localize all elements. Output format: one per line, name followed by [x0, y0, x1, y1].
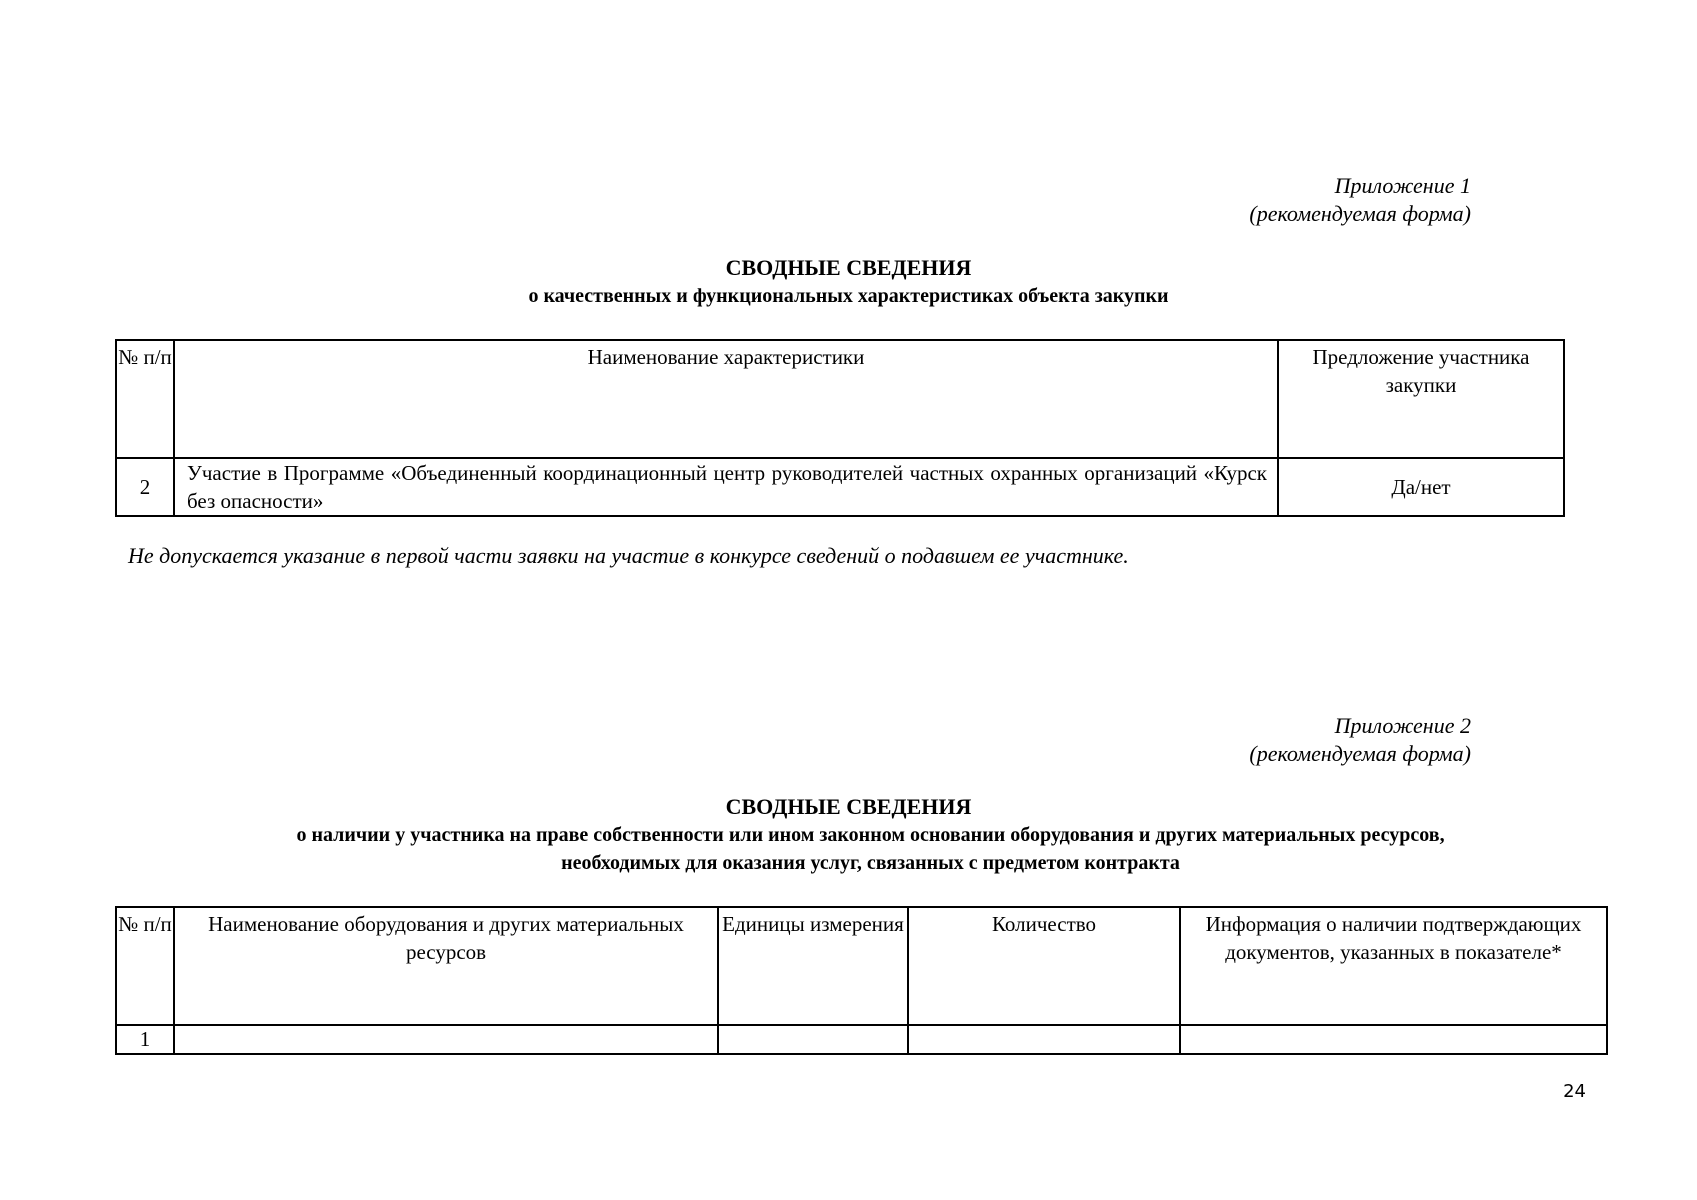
section-1-heading	[0, 254, 1697, 310]
row-number: 1	[116, 1025, 174, 1054]
characteristics-table	[115, 339, 1565, 517]
restriction-note: Не допускается указание в первой части заявки на участие в конкурсе сведений о подавшем ее участнике.	[128, 543, 1129, 568]
row-units	[718, 1025, 908, 1054]
table-row	[116, 1025, 1607, 1054]
header-documents-info: Информация о наличии подтверждающих документов, указанных в показателе*	[1180, 907, 1607, 1025]
section-2-subtitle-line-1: о наличии у участника на праве собственности или ином законном основании оборудования и других материальных ресурсов,	[296, 824, 1445, 846]
section-2-title: СВОДНЫЕ СВЕДЕНИЯ	[725, 794, 972, 819]
header-number: № п/п	[116, 340, 174, 458]
section-1-title: СВОДНЫЕ СВЕДЕНИЯ	[725, 255, 972, 280]
table-header-row	[116, 907, 1607, 1025]
annex-1-title: Приложение 1	[1334, 173, 1471, 198]
header-quantity: Количество	[908, 907, 1180, 1025]
annex-2-label	[1249, 712, 1471, 768]
header-characteristic-name: Наименование характеристики	[174, 340, 1278, 458]
row-offer: Да/нет	[1278, 458, 1564, 516]
equipment-table	[115, 906, 1608, 1055]
annex-2-title: Приложение 2	[1334, 713, 1471, 738]
row-quantity	[908, 1025, 1180, 1054]
annex-2-form-note: (рекомендуемая форма)	[1249, 741, 1471, 766]
annex-1-label	[1249, 172, 1471, 228]
row-equipment-name	[174, 1025, 718, 1054]
header-equipment-name: Наименование оборудования и других материальных ресурсов	[174, 907, 718, 1025]
section-2-heading	[0, 793, 1697, 877]
header-units: Единицы измерения	[718, 907, 908, 1025]
table-row	[116, 458, 1564, 516]
section-2-subtitle-line-2: необходимых для оказания услуг, связанных с предметом контракта	[561, 852, 1180, 874]
section-1-subtitle: о качественных и функциональных характеристиках объекта закупки	[528, 285, 1169, 307]
row-characteristic: Участие в Программе «Объединенный координационный центр руководителей частных охранных организаций «Курск без опасности»	[174, 458, 1278, 516]
table-header-row	[116, 340, 1564, 458]
row-number: 2	[116, 458, 174, 516]
page-number: 24	[1563, 1081, 1586, 1102]
annex-1-form-note: (рекомендуемая форма)	[1249, 201, 1471, 226]
header-participant-offer: Предложение участника закупки	[1278, 340, 1564, 458]
header-number: № п/п	[116, 907, 174, 1025]
row-documents-info	[1180, 1025, 1607, 1054]
